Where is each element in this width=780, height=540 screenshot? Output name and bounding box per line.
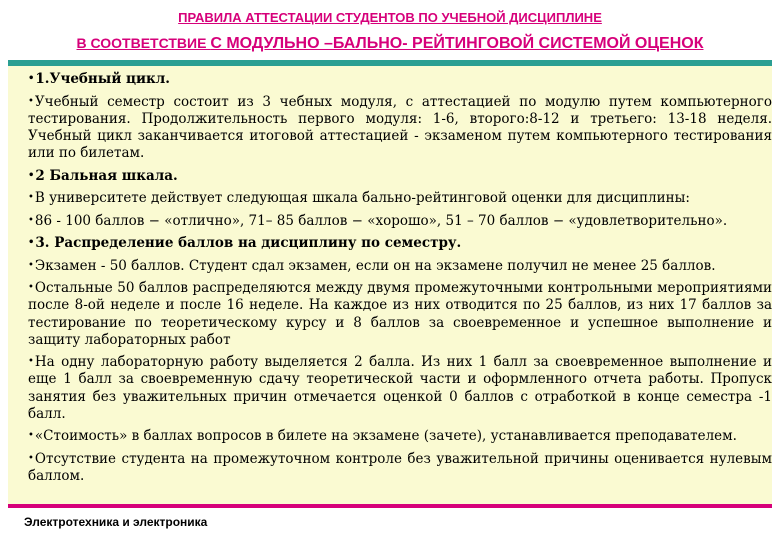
bullet-icon: • xyxy=(28,237,35,249)
paragraph-text: Учебный семестр состоит из 3 чебных модуля, с аттестацией по модулю путем компьютерного тестирования. Продолжительность первого модуля: 1-6, второго:8-12 и третьего: 13-18 неделя. Учебный цикл заканчивается итоговой аттестацией - экзаменом путем компьютерного тестирования или по билетам. xyxy=(28,93,772,162)
paragraph-text: «Стоимость» в баллах вопросов в билете на экзамене (зачете), устанавливается преподавателем. xyxy=(34,428,737,445)
paragraph-text: Остальные 50 баллов распределяются между двумя промежуточными контрольными мероприятиями после 8-ой неделе и после 16 неделе. На каждое из них отводится по 25 баллов, из них 17 баллов за тестирование по теоретическому курсу и 8 баллов за своевременное и успешное выполнение и защиту лабораторных работ xyxy=(28,280,772,348)
paragraph-text: Отсутствие студента на промежуточном контроле без уважительной причины оценивается нулевым баллом. xyxy=(28,450,772,485)
bullet-icon: • xyxy=(28,192,34,204)
paragraph xyxy=(28,189,772,207)
paragraph-text: 1.Учебный цикл. xyxy=(35,71,171,87)
bullet-icon: • xyxy=(28,282,34,294)
paragraph xyxy=(28,353,772,423)
bullet-icon: • xyxy=(28,169,35,181)
paragraph-text: 2 Бальная шкала. xyxy=(35,167,178,184)
footer-text: Электротехника и электроника xyxy=(24,515,208,529)
paragraph xyxy=(28,93,772,163)
paragraph xyxy=(28,212,772,230)
paragraph-text: Экзамен - 50 баллов. Студент сдал экзамен, если он на экзамене получил не менее 25 баллов. xyxy=(34,257,716,274)
bullet-icon: • xyxy=(28,214,34,226)
bullet-icon: • xyxy=(28,430,34,442)
page-title-line2 xyxy=(0,35,780,53)
paragraph xyxy=(28,427,772,445)
bullet-icon: • xyxy=(28,356,34,368)
paragraph-text: 3. Распределение баллов на дисциплину по семестру. xyxy=(35,235,462,252)
section-heading xyxy=(28,234,772,252)
page-title-line1: ПРАВИЛА АТТЕСТАЦИИ СТУДЕНТОВ ПО УЧЕБНОЙ ДИСЦИПЛИНЕ xyxy=(178,10,602,25)
section-heading xyxy=(28,70,772,88)
paragraph xyxy=(28,257,772,275)
paragraph-text: На одну лабораторную работу выделяется 2 балла. Из них 1 балл за своевременное выполнение и еще 1 балл за своевременную сдачу теоретической части и оформленного отчета работы. Пропуск занятия без уважительных причин отмечается оценкой 0 баллов с отработкой в конце семестра -1 балл. xyxy=(28,354,772,422)
content-body xyxy=(28,70,772,490)
paragraph xyxy=(28,279,772,349)
title-main: С МОДУЛЬНО –БАЛЬНО- РЕЙТИНГОВОЙ СИСТЕМОЙ ОЦЕНОК xyxy=(210,35,704,52)
title-prefix: В СООТВЕТСТВИЕ xyxy=(76,35,211,51)
footer-rule xyxy=(8,504,772,508)
bullet-icon: • xyxy=(28,259,34,271)
paragraph-text: В университете действует следующая шкала бально-рейтинговой оценки для дисциплины: xyxy=(34,190,690,207)
bullet-icon: • xyxy=(28,95,34,107)
paragraph-text: 86 - 100 баллов − «отлично», 71– 85 баллов − «хорошо», 51 – 70 баллов − «удовлетворительно». xyxy=(34,212,728,229)
paragraph xyxy=(28,450,772,485)
bullet-icon: • xyxy=(28,73,35,84)
section-heading xyxy=(28,167,772,185)
bullet-icon: • xyxy=(28,452,34,464)
